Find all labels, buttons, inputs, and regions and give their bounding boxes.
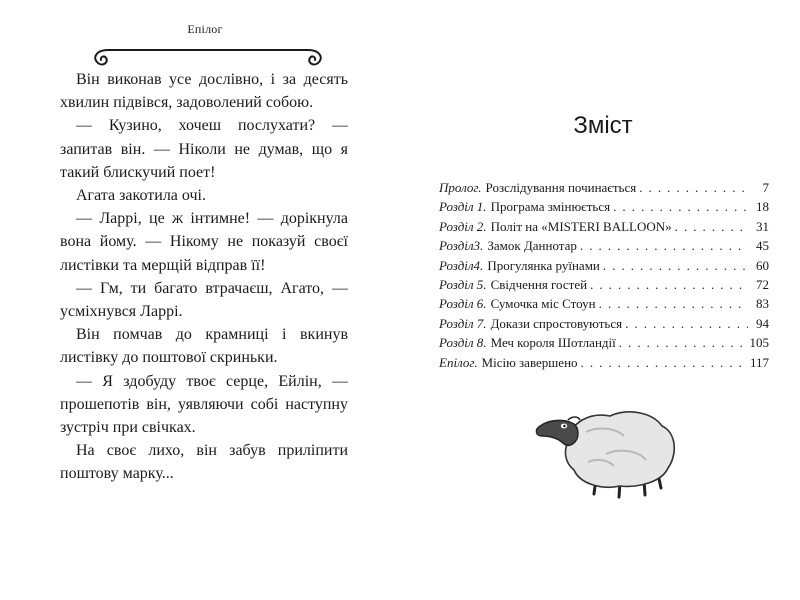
- ornament-divider-icon: [88, 36, 328, 70]
- toc-entry-page: 45: [756, 238, 769, 254]
- toc-entry-label: Розділ4.: [439, 257, 484, 273]
- toc-entry: [439, 353, 769, 372]
- right-page: [400, 0, 800, 600]
- toc-leader-dots: [675, 217, 748, 236]
- toc-entry-label: Розділ 6.: [439, 296, 487, 312]
- toc-entry-page: 18: [756, 199, 769, 215]
- toc-entry-label: Пролог.: [439, 180, 482, 195]
- toc-entry-title: Меч короля Шотландії: [490, 335, 616, 351]
- toc-entry-title: Політ на «MISTERI BALLOON»: [490, 218, 672, 234]
- toc-leader-dots: [590, 275, 748, 294]
- paragraph: Агата закотила очі.: [76, 187, 206, 205]
- toc-entry-title: Замок Даннотар: [487, 238, 577, 254]
- toc-entry-page: 94: [756, 315, 769, 331]
- paragraph: — Ларрі, це ж інтимне! — дорікнула вона йому. — Нікому не показуй своєї листівки та мерщій відправ її!: [60, 210, 348, 274]
- toc-entry-label: Розділ 1.: [439, 199, 487, 215]
- toc-entry-page: 31: [756, 218, 769, 234]
- toc-entry: [439, 256, 769, 275]
- toc-leader-dots: [619, 333, 747, 352]
- toc-leader-dots: [613, 197, 748, 216]
- toc-entry-label: Розділ 8.: [439, 335, 487, 351]
- toc-leader-dots: [599, 294, 748, 313]
- running-head: Епілог: [187, 22, 223, 36]
- toc-entry: [439, 275, 769, 294]
- toc-entry-label: Розділ 2.: [439, 218, 487, 234]
- toc-entry-label: Розділ 7.: [439, 315, 487, 331]
- toc-entry-title: Прогулянка руїнами: [487, 257, 600, 273]
- toc-entry-title: Свідчення гостей: [490, 276, 588, 292]
- toc-entry-title: Місію завершено: [481, 354, 578, 370]
- toc-leader-dots: [603, 256, 748, 275]
- toc-entry-page: 60: [756, 257, 769, 273]
- toc-entry-label: Розділ 5.: [439, 276, 487, 292]
- chapter-body-text: [60, 68, 348, 486]
- toc-entry: [439, 197, 769, 216]
- paragraph: — Я здобуду твоє серце, Ейлін, — прошепотів він, уявляючи собі наступну зустріч при свічках.: [60, 372, 348, 437]
- toc-leader-dots: [639, 178, 748, 197]
- toc-entry-page: 105: [749, 335, 769, 351]
- toc-entry: [439, 236, 769, 255]
- toc-entry: [439, 294, 769, 313]
- paragraph: На своє лихо, він забув приліпити поштову марку...: [60, 442, 348, 483]
- paragraph: — Гм, ти багато втрачаєш, Агато, — усміхнувся Ларрі.: [60, 279, 348, 321]
- toc-entry-page: 83: [756, 296, 769, 312]
- toc-title: Зміст: [573, 112, 633, 139]
- toc-entry-page: 117: [749, 354, 769, 370]
- paragraph: — Кузино, хочеш послухати? — запитав він. — Ніколи не думав, що я такий блискучий поет!: [60, 117, 348, 181]
- toc-leader-dots: [580, 236, 748, 255]
- toc-entry: [439, 314, 769, 333]
- paragraph: Він помчав до крамниці і вкинув листівку до поштової скриньки.: [60, 326, 348, 367]
- toc-entry-label: Розділ3.: [439, 238, 484, 254]
- toc-leader-dots: [625, 314, 748, 333]
- toc-entry-label: Епілог.: [439, 354, 478, 370]
- toc-entry-page: 72: [756, 276, 769, 292]
- toc-entry: [439, 217, 769, 236]
- toc-entry-page: 7: [762, 180, 769, 195]
- sheep-icon: [528, 402, 678, 502]
- toc-entry: [439, 333, 769, 352]
- toc-leader-dots: [581, 353, 747, 372]
- toc-entry-title: Програма змінюється: [490, 199, 611, 215]
- toc-entry-title: Сумочка міс Стоун: [490, 296, 596, 312]
- toc-entry: [439, 178, 769, 197]
- paragraph: Він виконав усе дослівно, і за десять хвилин підвівся, задоволений собою.: [60, 71, 348, 112]
- table-of-contents: [439, 178, 769, 372]
- toc-entry-title: Розслідування починається: [485, 180, 637, 195]
- toc-entry-title: Докази спростовуються: [490, 315, 623, 331]
